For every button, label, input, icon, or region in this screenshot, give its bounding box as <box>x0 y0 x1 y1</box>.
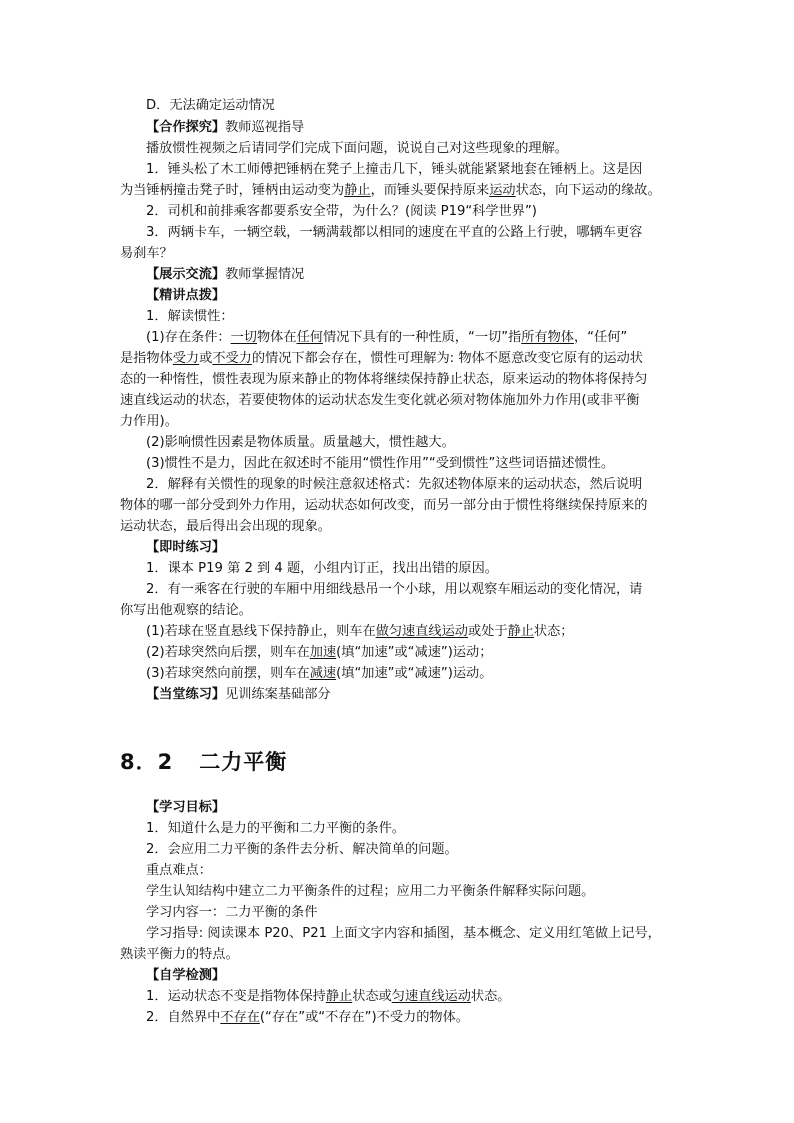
answer-blank: 静止 <box>344 183 371 198</box>
text-run: ，而锤头要保持原来 <box>370 183 490 198</box>
point-1c: (3)惯性不是力，因此在叙述时不能用“惯性作用”“受到惯性”这些词语描述惯性。 <box>146 456 615 471</box>
point-1a-line-1 <box>146 327 627 348</box>
answer-blank: 做匀速直线运动 <box>375 624 468 639</box>
question-3-line-1: 3．两辆卡车，一辆空载，一辆满载都以相同的速度在平直的公路上行驶，哪辆车更容 <box>146 225 643 240</box>
question-1-line-2 <box>120 180 661 201</box>
point-1a-line-2 <box>120 348 643 369</box>
text-run: 2．自然界中 <box>146 1010 221 1025</box>
intro-text: 播放惯性视频之后请同学们完成下面问题，说说自己对这些现象的理解。 <box>146 141 568 156</box>
text-run: 为当锤柄撞击凳子时，锤柄由运动变为 <box>120 183 345 198</box>
practice-2-1 <box>146 621 574 642</box>
text-run: (3)若球突然向前摆，则车在 <box>146 666 310 681</box>
key-text: 学生认知结构中建立二力平衡条件的过程；应用二力平衡条件解释实际问题。 <box>146 884 595 899</box>
text-run: 状态。 <box>470 989 511 1004</box>
guide-line-1: 学习指导: 阅读课本 P20、P21 上面文字内容和插图，基本概念、定义用红笔做上记号， <box>146 926 661 941</box>
text-run: (1)若球在竖直悬线下保持静止，则车在 <box>146 624 376 639</box>
show-text: 教师掌握情况 <box>225 267 305 282</box>
text-run: 物体在 <box>257 330 297 345</box>
goal-label: 【学习目标】 <box>146 800 226 815</box>
question-3-line-2: 易刹车？ <box>120 246 173 261</box>
show-label: 【展示交流】 <box>146 267 226 282</box>
check-1 <box>146 986 510 1007</box>
answer-blank: 静止 <box>507 624 534 639</box>
answer-blank: 所有物体 <box>521 330 574 345</box>
show-section <box>146 264 304 285</box>
section-title <box>120 746 287 776</box>
practice-2-line-2: 你写出他观察的结论。 <box>120 603 252 618</box>
text-run: 1．运动状态不变是指物体保持 <box>146 989 326 1004</box>
answer-blank: 匀速直线运动 <box>391 989 471 1004</box>
explain-line-2: 物体的哪一部分受到外力作用，运动状态如何改变，而另一部分由于惯性将继续保持原来的 <box>120 498 648 513</box>
explain-line-3: 运动状态，最后得出会出现的现象。 <box>120 519 331 534</box>
text-run: 是指物体 <box>120 351 173 366</box>
guide-line-2: 熟读平衡力的特点。 <box>120 947 239 962</box>
point-1a-line-4: 速直线运动的状态，若要使物体的运动状态发生变化就必须对物体施加外力作用(或非平衡 <box>120 393 640 408</box>
text-run: 或 <box>199 351 213 366</box>
practice-2-2 <box>146 642 492 663</box>
section-name: 二力平衡 <box>199 750 288 774</box>
explain-line-1: 2．解释有关惯性的现象的时候注意叙述格式：先叙述物体原来的运动状态，然后说明 <box>146 477 643 492</box>
content-1: 学习内容一：二力平衡的条件 <box>146 905 318 920</box>
self-check-label: 【自学检测】 <box>146 968 226 983</box>
answer-blank: 受力 <box>172 351 200 366</box>
goal-2: 2．会应用二力平衡的条件去分析、解决简单的问题。 <box>146 842 458 857</box>
option-d: D．无法确定运动情况 <box>146 98 275 113</box>
point-1b: (2)影响惯性因素是物体质量。质量越大，惯性越大。 <box>146 435 455 450</box>
answer-blank: 任何 <box>296 330 323 345</box>
precise-label: 【精讲点拨】 <box>146 288 226 303</box>
practice-2-3 <box>146 663 492 684</box>
class-label: 【当堂练习】 <box>146 687 226 702</box>
text-run: (填“加速”或“减速”)运动； <box>336 645 493 660</box>
practice-label: 【即时练习】 <box>146 540 226 555</box>
class-section <box>146 684 331 705</box>
text-run: (1)存在条件： <box>146 330 231 345</box>
text-run: (2)若球突然向后摆，则车在 <box>146 645 310 660</box>
answer-blank: 减速 <box>309 666 337 681</box>
section-number: 8．2 <box>120 750 174 774</box>
question-2: 2．司机和前排乘客都要系安全带，为什么？(阅读 P19“科学世界”) <box>146 204 537 219</box>
answer-blank: 静止 <box>325 989 353 1004</box>
answer-blank: 一切 <box>230 330 257 345</box>
text-run: 状态，向下运动的缘故。 <box>515 183 661 198</box>
text-run: 情况下具有的一种性质，“一切”指 <box>322 330 522 345</box>
text-run: 状态或 <box>352 989 392 1004</box>
text-run: 状态； <box>533 624 574 639</box>
practice-2-line-1: 2．有一乘客在行驶的车厢中用细线悬吊一个小球，用以观察车厢运动的变化情况，请 <box>146 582 643 597</box>
coop-section <box>146 117 304 138</box>
text-run: (填“加速”或“减速”)运动。 <box>336 666 493 681</box>
coop-label: 【合作探究】 <box>146 120 226 135</box>
point-1a-line-3: 态的一种惰性，惯性表现为原来静止的物体将继续保持静止状态，原来运动的物体将保持匀 <box>120 372 648 387</box>
check-2 <box>146 1007 469 1028</box>
goal-1: 1．知道什么是力的平衡和二力平衡的条件。 <box>146 821 405 836</box>
answer-blank: 不受力 <box>212 351 252 366</box>
answer-blank: 加速 <box>309 645 337 660</box>
text-run: ，“任何” <box>573 330 628 345</box>
text-run: (“存在”或“不存在”)不受力的物体。 <box>259 1010 469 1025</box>
point-1: 1．解读惯性： <box>146 309 234 324</box>
key-label: 重点难点： <box>146 863 212 878</box>
answer-blank: 不存在 <box>220 1010 260 1025</box>
text-run: 的情况下都会存在，惯性可理解为: 物体不愿意改变它原有的运动状 <box>251 351 643 366</box>
practice-1: 1．课本 P19 第 2 到 4 题，小组内订正，找出出错的原因。 <box>146 561 498 576</box>
class-text: 见训练案基础部分 <box>225 687 331 702</box>
text-run: 或处于 <box>468 624 508 639</box>
answer-blank: 运动 <box>489 183 516 198</box>
coop-text: 教师巡视指导 <box>225 120 305 135</box>
point-1a-line-5: 力作用)。 <box>120 414 178 429</box>
question-1-line-1: 1．锤头松了木工师傅把锤柄在凳子上撞击几下，锤头就能紧紧地套在锤柄上。这是因 <box>146 162 643 177</box>
